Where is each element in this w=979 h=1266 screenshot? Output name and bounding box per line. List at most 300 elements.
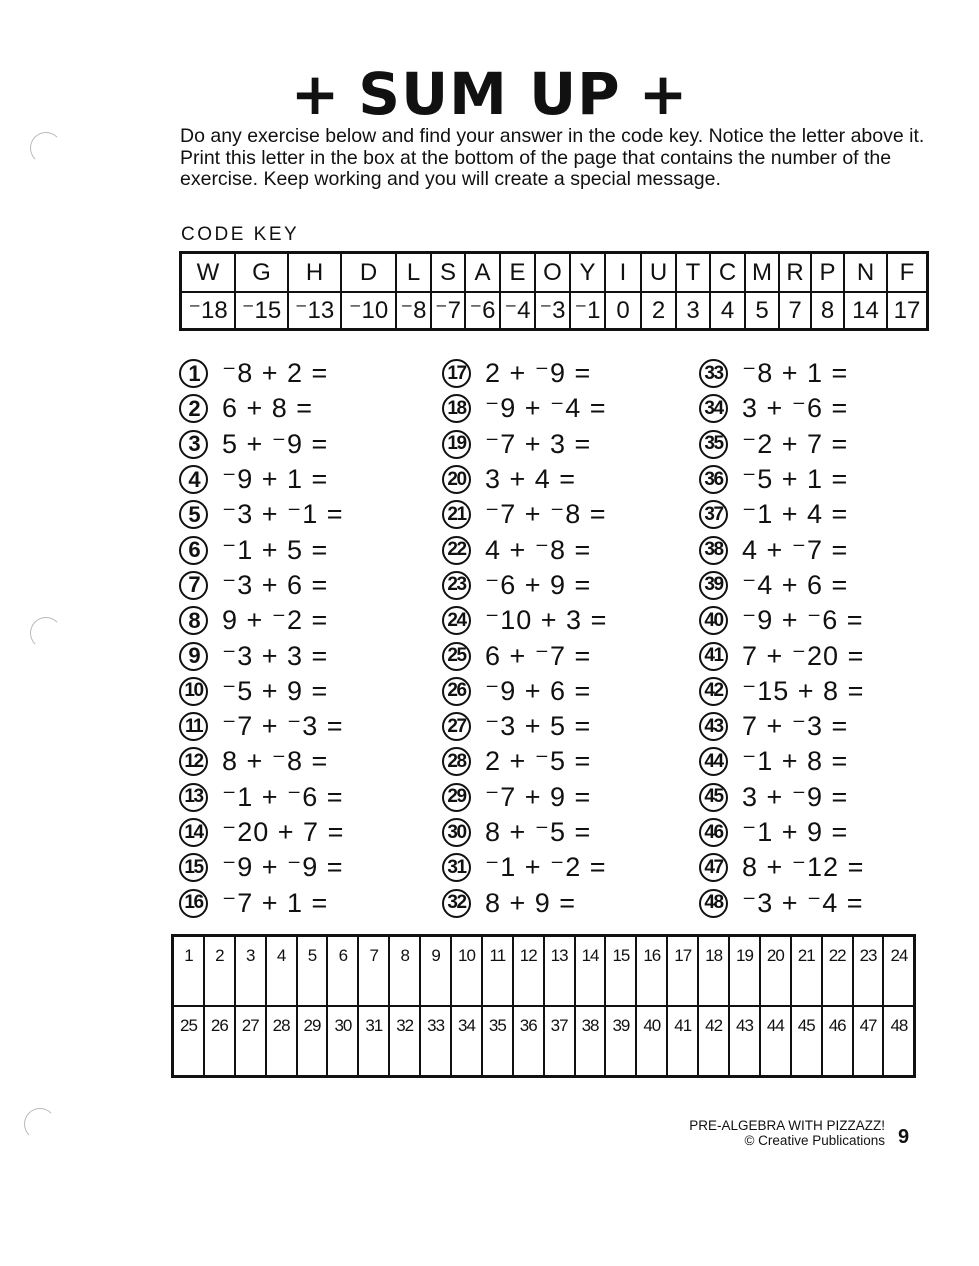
answer-box[interactable] bbox=[822, 1006, 853, 1077]
exercise-column-1 bbox=[179, 356, 344, 921]
exercise-number: 22 bbox=[442, 536, 471, 565]
answer-box[interactable] bbox=[482, 936, 513, 1007]
answer-box[interactable] bbox=[358, 1006, 389, 1077]
exercise-expression: 6 + 8 = bbox=[222, 393, 314, 424]
binder-hole bbox=[30, 617, 62, 649]
answer-box-number: 45 bbox=[797, 1016, 815, 1035]
code-key-value: 17 bbox=[887, 292, 928, 330]
answer-box-number: 24 bbox=[890, 946, 908, 965]
code-key-table bbox=[179, 251, 929, 331]
exercise-number: 20 bbox=[442, 465, 471, 494]
answer-box-number: 35 bbox=[488, 1016, 506, 1035]
exercise-expression: 8 + ⁻8 = bbox=[222, 746, 329, 777]
exercise-number: 12 bbox=[179, 747, 208, 776]
answer-box[interactable] bbox=[389, 936, 420, 1007]
exercise-item bbox=[699, 885, 864, 920]
exercise-expression: ⁻6 + 9 = bbox=[485, 569, 592, 600]
answer-box[interactable] bbox=[667, 936, 698, 1007]
exercise-item bbox=[442, 391, 607, 426]
exercise-number: 24 bbox=[442, 606, 471, 635]
code-key-value: ⁻10 bbox=[341, 292, 396, 330]
exercise-item bbox=[442, 674, 607, 709]
exercise-item bbox=[699, 850, 864, 885]
answer-box-number: 36 bbox=[519, 1016, 537, 1035]
answer-box[interactable] bbox=[451, 1006, 482, 1077]
exercise-expression: 2 + ⁻5 = bbox=[485, 746, 592, 777]
answer-box[interactable] bbox=[853, 936, 884, 1007]
answer-box-number: 22 bbox=[828, 946, 846, 965]
copyright: © Creative Publications bbox=[744, 1133, 885, 1148]
exercise-expression: 8 + ⁻5 = bbox=[485, 817, 592, 847]
exercise-expression: ⁻1 + 5 = bbox=[222, 534, 329, 565]
exercise-item bbox=[442, 885, 607, 920]
answer-grid bbox=[171, 934, 916, 1078]
code-key-value: ⁻13 bbox=[288, 292, 341, 330]
code-key-letter: O bbox=[535, 253, 570, 293]
exercise-item bbox=[699, 603, 864, 638]
exercise-item bbox=[179, 780, 344, 815]
exercise-item bbox=[179, 638, 344, 673]
exercise-item bbox=[699, 709, 864, 744]
code-key-letter: Y bbox=[570, 253, 605, 293]
exercise-item bbox=[179, 709, 344, 744]
exercise-number: 30 bbox=[442, 818, 471, 847]
exercise-expression: ⁻8 + 1 = bbox=[742, 358, 849, 389]
exercise-number: 32 bbox=[442, 889, 471, 918]
instructions: Do any exercise below and find your answer in the code key. Notice the letter above it. Print this letter in the box at the bottom of the page that contains the number of the exercise. Keep working and you will create a special message. bbox=[180, 125, 925, 190]
exercise-expression: ⁻7 + ⁻8 = bbox=[485, 499, 607, 530]
answer-box-number: 10 bbox=[458, 946, 475, 965]
answer-box[interactable] bbox=[729, 936, 760, 1007]
exercise-expression: ⁻7 + ⁻3 = bbox=[222, 711, 344, 742]
exercise-expression: ⁻9 + 6 = bbox=[485, 675, 592, 706]
code-key-value: ⁻3 bbox=[535, 292, 570, 330]
answer-box-number: 34 bbox=[458, 1016, 475, 1035]
exercise-number: 6 bbox=[179, 536, 208, 565]
exercise-number: 26 bbox=[442, 677, 471, 706]
answer-box-number: 12 bbox=[519, 946, 537, 965]
answer-box-number: 17 bbox=[674, 946, 692, 965]
exercise-number: 40 bbox=[699, 606, 728, 635]
exercise-expression: 4 + ⁻7 = bbox=[742, 534, 849, 565]
title-text: SUM UP bbox=[358, 60, 621, 128]
exercise-number: 23 bbox=[442, 571, 471, 600]
exercise-number: 16 bbox=[179, 889, 208, 918]
code-key-letter: P bbox=[811, 253, 844, 293]
page-number: 9 bbox=[898, 1126, 910, 1148]
exercise-item bbox=[699, 497, 864, 532]
exercise-expression: 8 + ⁻12 = bbox=[742, 852, 865, 883]
code-key-label: CODE KEY bbox=[181, 224, 300, 245]
answer-box[interactable] bbox=[605, 1006, 636, 1077]
exercise-item bbox=[179, 603, 344, 638]
code-key-value: 0 bbox=[605, 292, 641, 330]
answer-box[interactable] bbox=[605, 936, 636, 1007]
answer-box[interactable] bbox=[235, 936, 266, 1007]
answer-box-number: 15 bbox=[612, 946, 630, 965]
answer-box-number: 37 bbox=[550, 1016, 568, 1035]
exercise-expression: ⁻7 + 1 = bbox=[222, 887, 329, 918]
exercise-item bbox=[179, 815, 344, 850]
code-key-letter: G bbox=[235, 253, 288, 293]
exercise-expression: ⁻3 + 3 = bbox=[222, 640, 329, 671]
answer-box[interactable] bbox=[297, 936, 328, 1007]
exercise-number: 13 bbox=[179, 783, 208, 812]
exercise-item bbox=[699, 391, 864, 426]
answer-box[interactable] bbox=[482, 1006, 513, 1077]
code-key-letter: F bbox=[887, 253, 928, 293]
code-key-letter: E bbox=[500, 253, 535, 293]
exercise-number: 18 bbox=[442, 394, 471, 423]
answer-box-number: 11 bbox=[489, 946, 506, 965]
answer-box[interactable] bbox=[883, 936, 914, 1007]
exercise-expression: ⁻9 + ⁻9 = bbox=[222, 852, 344, 883]
answer-box-number: 21 bbox=[797, 946, 815, 965]
exercise-number: 19 bbox=[442, 430, 471, 459]
exercise-item bbox=[699, 568, 864, 603]
answer-box[interactable] bbox=[791, 936, 822, 1007]
answer-box-number: 28 bbox=[272, 1016, 290, 1035]
answer-box[interactable] bbox=[420, 1006, 451, 1077]
answer-grid-row bbox=[173, 1006, 915, 1077]
exercise-expression: ⁻1 + 4 = bbox=[742, 499, 849, 530]
exercise-expression: ⁻5 + 1 = bbox=[742, 464, 849, 495]
answer-box[interactable] bbox=[235, 1006, 266, 1077]
answer-box[interactable] bbox=[327, 1006, 358, 1077]
exercise-expression: 5 + ⁻9 = bbox=[222, 428, 329, 459]
exercise-item bbox=[442, 815, 607, 850]
code-key-letters-row bbox=[181, 253, 928, 293]
code-key-value: 2 bbox=[641, 292, 676, 330]
answer-box-number: 8 bbox=[400, 946, 409, 965]
exercise-expression: ⁻3 + ⁻4 = bbox=[742, 887, 864, 918]
exercise-number: 17 bbox=[442, 359, 471, 388]
exercise-item bbox=[699, 356, 864, 391]
answer-box-number: 13 bbox=[550, 946, 568, 965]
exercise-item bbox=[699, 780, 864, 815]
exercise-item bbox=[442, 427, 607, 462]
exercise-expression: 6 + ⁻7 = bbox=[485, 640, 592, 671]
exercise-item bbox=[699, 532, 864, 567]
exercise-expression: ⁻8 + 2 = bbox=[222, 358, 329, 389]
answer-box-number: 41 bbox=[674, 1016, 692, 1035]
answer-box[interactable] bbox=[173, 936, 204, 1007]
exercise-item bbox=[442, 568, 607, 603]
exercise-number: 33 bbox=[699, 359, 728, 388]
exercise-number: 46 bbox=[699, 818, 728, 847]
exercise-expression: ⁻9 + ⁻6 = bbox=[742, 605, 864, 636]
code-key-letter: D bbox=[341, 253, 396, 293]
answer-box-number: 30 bbox=[334, 1016, 352, 1035]
exercise-number: 35 bbox=[699, 430, 728, 459]
exercise-expression: 4 + ⁻8 = bbox=[485, 534, 592, 565]
exercise-expression: ⁻1 + ⁻6 = bbox=[222, 781, 344, 812]
exercise-number: 2 bbox=[179, 394, 208, 423]
exercise-expression: ⁻9 + ⁻4 = bbox=[485, 393, 607, 424]
answer-box-number: 44 bbox=[766, 1016, 784, 1035]
code-key-letter: L bbox=[396, 253, 431, 293]
code-key-value: ⁻6 bbox=[465, 292, 500, 330]
answer-box-number: 27 bbox=[241, 1016, 259, 1035]
answer-box-number: 19 bbox=[736, 946, 753, 965]
answer-box-number: 47 bbox=[859, 1016, 877, 1035]
exercise-item bbox=[442, 744, 607, 779]
exercise-expression: ⁻3 + 6 = bbox=[222, 569, 329, 600]
page-title bbox=[0, 60, 979, 128]
answer-box-number: 39 bbox=[612, 1016, 630, 1035]
exercise-number: 21 bbox=[442, 500, 471, 529]
code-key-value: ⁻8 bbox=[396, 292, 431, 330]
exercise-expression: ⁻15 + 8 = bbox=[742, 675, 865, 706]
exercise-expression: 2 + ⁻9 = bbox=[485, 358, 592, 389]
answer-box-number: 1 bbox=[184, 946, 193, 965]
answer-box[interactable] bbox=[544, 1006, 575, 1077]
exercise-expression: 7 + ⁻3 = bbox=[742, 711, 849, 742]
answer-box[interactable] bbox=[358, 936, 389, 1007]
exercise-item bbox=[179, 427, 344, 462]
answer-box[interactable] bbox=[575, 1006, 606, 1077]
exercise-number: 45 bbox=[699, 783, 728, 812]
exercise-expression: ⁻1 + 8 = bbox=[742, 746, 849, 777]
answer-box[interactable] bbox=[636, 1006, 667, 1077]
exercise-item bbox=[179, 568, 344, 603]
exercise-number: 4 bbox=[179, 465, 208, 494]
answer-grid-row bbox=[173, 936, 915, 1007]
exercise-item bbox=[699, 462, 864, 497]
answer-box-number: 16 bbox=[643, 946, 661, 965]
answer-box[interactable] bbox=[698, 1006, 729, 1077]
answer-box[interactable] bbox=[883, 1006, 914, 1077]
exercise-item bbox=[179, 744, 344, 779]
exercise-number: 14 bbox=[179, 818, 208, 847]
exercise-number: 44 bbox=[699, 747, 728, 776]
exercise-expression: 9 + ⁻2 = bbox=[222, 605, 329, 636]
exercise-number: 48 bbox=[699, 889, 728, 918]
exercise-item bbox=[699, 674, 864, 709]
code-key-value: 14 bbox=[844, 292, 887, 330]
answer-box[interactable] bbox=[791, 1006, 822, 1077]
exercise-expression: ⁻9 + 1 = bbox=[222, 464, 329, 495]
exercise-item bbox=[699, 815, 864, 850]
answer-box[interactable] bbox=[544, 936, 575, 1007]
exercise-number: 9 bbox=[179, 642, 208, 671]
answer-box-number: 26 bbox=[210, 1016, 228, 1035]
exercise-expression: ⁻1 + ⁻2 = bbox=[485, 852, 607, 883]
code-key-letter: C bbox=[710, 253, 745, 293]
answer-box[interactable] bbox=[575, 936, 606, 1007]
exercise-expression: 3 + ⁻6 = bbox=[742, 393, 849, 424]
exercise-item bbox=[699, 744, 864, 779]
exercise-item bbox=[442, 709, 607, 744]
exercise-expression: 3 + ⁻9 = bbox=[742, 781, 849, 812]
answer-box[interactable] bbox=[173, 1006, 204, 1077]
code-key-value: 8 bbox=[811, 292, 844, 330]
code-key-letter: W bbox=[181, 253, 236, 293]
code-key-letter: H bbox=[288, 253, 341, 293]
answer-box-number: 14 bbox=[581, 946, 599, 965]
answer-box-number: 48 bbox=[890, 1016, 908, 1035]
answer-box[interactable] bbox=[853, 1006, 884, 1077]
code-key-value: ⁻1 bbox=[570, 292, 605, 330]
answer-box-number: 38 bbox=[581, 1016, 599, 1035]
answer-box-number: 40 bbox=[643, 1016, 661, 1035]
answer-box[interactable] bbox=[204, 936, 235, 1007]
exercise-number: 34 bbox=[699, 394, 728, 423]
exercise-number: 38 bbox=[699, 536, 728, 565]
exercise-number: 31 bbox=[442, 853, 471, 882]
exercise-number: 43 bbox=[699, 712, 728, 741]
code-key-value: 3 bbox=[676, 292, 710, 330]
exercise-number: 28 bbox=[442, 747, 471, 776]
code-key-value: 7 bbox=[779, 292, 811, 330]
code-key-value: 5 bbox=[745, 292, 779, 330]
exercise-item bbox=[179, 850, 344, 885]
answer-box-number: 43 bbox=[736, 1016, 753, 1035]
exercise-number: 8 bbox=[179, 606, 208, 635]
answer-box-number: 33 bbox=[427, 1016, 445, 1035]
plus-icon-right: + bbox=[638, 60, 689, 128]
exercise-item bbox=[699, 427, 864, 462]
answer-box[interactable] bbox=[729, 1006, 760, 1077]
code-key-letter: A bbox=[465, 253, 500, 293]
answer-box-number: 25 bbox=[179, 1016, 197, 1035]
answer-box[interactable] bbox=[297, 1006, 328, 1077]
answer-box-number: 32 bbox=[396, 1016, 414, 1035]
binder-hole bbox=[30, 132, 62, 164]
answer-box[interactable] bbox=[513, 1006, 544, 1077]
exercise-expression: ⁻7 + 3 = bbox=[485, 428, 592, 459]
answer-box-number: 4 bbox=[276, 946, 286, 965]
exercise-item bbox=[179, 885, 344, 920]
exercise-item bbox=[442, 356, 607, 391]
exercise-expression: ⁻5 + 9 = bbox=[222, 675, 329, 706]
answer-box[interactable] bbox=[667, 1006, 698, 1077]
code-key-letter: U bbox=[641, 253, 676, 293]
exercise-item bbox=[179, 356, 344, 391]
code-key-letter: I bbox=[605, 253, 641, 293]
answer-box[interactable] bbox=[451, 936, 482, 1007]
exercise-expression: 8 + 9 = bbox=[485, 887, 577, 918]
exercise-number: 7 bbox=[179, 571, 208, 600]
code-key-letter: M bbox=[745, 253, 779, 293]
exercise-expression: ⁻4 + 6 = bbox=[742, 569, 849, 600]
exercise-item bbox=[442, 780, 607, 815]
exercise-column-2 bbox=[442, 356, 607, 921]
exercise-expression: ⁻3 + ⁻1 = bbox=[222, 499, 344, 530]
exercise-item bbox=[442, 850, 607, 885]
exercise-number: 39 bbox=[699, 571, 728, 600]
code-key-value: ⁻15 bbox=[235, 292, 288, 330]
answer-box-number: 31 bbox=[365, 1016, 383, 1035]
answer-box[interactable] bbox=[266, 1006, 297, 1077]
answer-box[interactable] bbox=[513, 936, 544, 1007]
exercise-expression: 3 + 4 = bbox=[485, 464, 577, 495]
exercise-column-3 bbox=[699, 356, 864, 921]
code-key-value: ⁻7 bbox=[431, 292, 465, 330]
answer-box[interactable] bbox=[698, 936, 729, 1007]
code-key-values-row bbox=[181, 292, 928, 330]
answer-box-number: 29 bbox=[303, 1016, 321, 1035]
answer-box[interactable] bbox=[389, 1006, 420, 1077]
answer-box[interactable] bbox=[327, 936, 358, 1007]
exercise-number: 11 bbox=[179, 712, 208, 741]
exercise-number: 25 bbox=[442, 642, 471, 671]
exercise-expression: ⁻2 + 7 = bbox=[742, 428, 849, 459]
exercise-item bbox=[442, 497, 607, 532]
exercise-number: 47 bbox=[699, 853, 728, 882]
exercise-number: 15 bbox=[179, 853, 208, 882]
binder-hole bbox=[24, 1108, 56, 1140]
answer-box[interactable] bbox=[636, 936, 667, 1007]
answer-box-number: 2 bbox=[215, 946, 224, 965]
exercise-item bbox=[179, 391, 344, 426]
exercise-item bbox=[442, 462, 607, 497]
answer-box[interactable] bbox=[420, 936, 451, 1007]
exercise-number: 1 bbox=[179, 359, 208, 388]
exercise-number: 29 bbox=[442, 783, 471, 812]
answer-box-number: 23 bbox=[859, 946, 877, 965]
answer-box-number: 46 bbox=[828, 1016, 846, 1035]
exercise-item bbox=[442, 638, 607, 673]
exercise-number: 27 bbox=[442, 712, 471, 741]
answer-box[interactable] bbox=[760, 936, 791, 1007]
answer-box[interactable] bbox=[822, 936, 853, 1007]
answer-box[interactable] bbox=[266, 936, 297, 1007]
exercise-expression: ⁻1 + 9 = bbox=[742, 817, 849, 847]
exercise-item bbox=[179, 497, 344, 532]
answer-box-number: 5 bbox=[307, 946, 317, 965]
exercise-item bbox=[699, 638, 864, 673]
exercise-expression: ⁻3 + 5 = bbox=[485, 711, 592, 742]
exercise-number: 10 bbox=[179, 677, 208, 706]
answer-box-number: 3 bbox=[245, 946, 255, 965]
exercise-number: 5 bbox=[179, 500, 208, 529]
exercise-number: 3 bbox=[179, 430, 208, 459]
exercise-item bbox=[179, 674, 344, 709]
plus-icon-left: + bbox=[290, 60, 341, 128]
exercise-item bbox=[442, 532, 607, 567]
code-key-letter: N bbox=[844, 253, 887, 293]
exercise-item bbox=[442, 603, 607, 638]
answer-box-number: 20 bbox=[766, 946, 784, 965]
exercise-item bbox=[179, 532, 344, 567]
code-key-value: 4 bbox=[710, 292, 745, 330]
code-key-letter: S bbox=[431, 253, 465, 293]
exercise-expression: ⁻7 + 9 = bbox=[485, 781, 592, 812]
answer-box-number: 7 bbox=[369, 946, 379, 965]
footer bbox=[689, 1118, 885, 1148]
exercise-number: 42 bbox=[699, 677, 728, 706]
exercise-expression: 7 + ⁻20 = bbox=[742, 640, 865, 671]
answer-box-number: 9 bbox=[431, 946, 440, 965]
exercise-number: 36 bbox=[699, 465, 728, 494]
code-key-value: ⁻18 bbox=[181, 292, 236, 330]
code-key-value: ⁻4 bbox=[500, 292, 535, 330]
exercise-expression: ⁻10 + 3 = bbox=[485, 605, 608, 636]
exercise-expression: ⁻20 + 7 = bbox=[222, 817, 345, 847]
exercise-number: 41 bbox=[699, 642, 728, 671]
exercise-item bbox=[179, 462, 344, 497]
book-title: PRE-ALGEBRA WITH PIZZAZZ! bbox=[689, 1118, 885, 1133]
answer-box[interactable] bbox=[204, 1006, 235, 1077]
answer-box-number: 42 bbox=[705, 1016, 723, 1035]
code-key-letter: R bbox=[779, 253, 811, 293]
answer-box[interactable] bbox=[760, 1006, 791, 1077]
answer-box-number: 6 bbox=[338, 946, 348, 965]
exercise-number: 37 bbox=[699, 500, 728, 529]
answer-box-number: 18 bbox=[705, 946, 723, 965]
code-key-letter: T bbox=[676, 253, 710, 293]
